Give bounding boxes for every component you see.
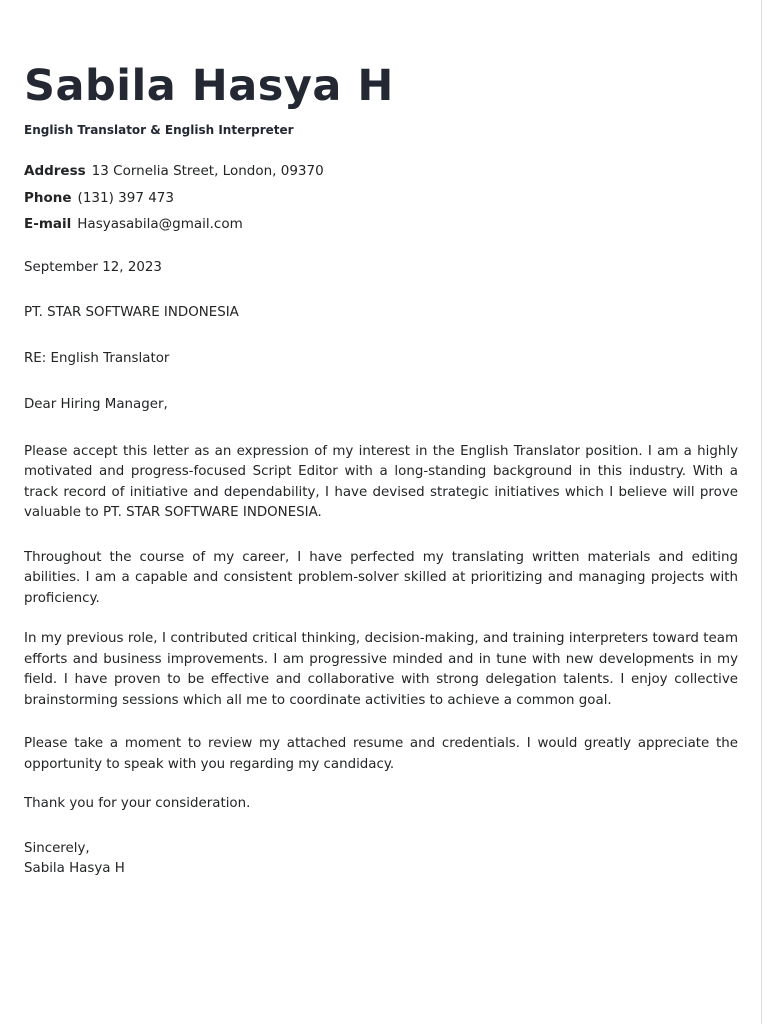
applicant-name: Sabila Hasya H: [24, 61, 394, 111]
letter-date: September 12, 2023: [24, 259, 162, 275]
address-value: 13 Cornelia Street, London, 09370: [91, 163, 324, 179]
body-paragraph: Throughout the course of my career, I have perfected my translating written materials and editing abilities. I am a capable and consistent problem-solver skilled at prioritizing and managing projects with proficiency.: [24, 549, 738, 606]
phone-label: Phone: [24, 189, 72, 206]
email-row: [24, 211, 738, 238]
email-label: E-mail: [24, 216, 72, 232]
salutation: Dear Hiring Manager,: [24, 397, 168, 412]
page-edge-divider: [761, 0, 762, 1024]
subject-line: RE: English Translator: [24, 350, 170, 366]
body-paragraph: Please accept this letter as an expression of my interest in the English Translator position. I am a highly motivated and progress-focused Script Editor with a long-standing background in this industry. With a track record of initiative and dependability, I have devised strategic initiatives which I believe will prove valuable to PT. STAR SOFTWARE INDONESIA.: [24, 443, 738, 520]
letter-content: [24, 56, 738, 880]
body-paragraph: In my previous role, I contributed critical thinking, decision-making, and training interpreters toward team efforts and business improvements. I am progressive minded and in tune with new developments in my field. I have proven to be effective and collaborative with strong delegation talents. I enjoy collective brainstorming sessions which all me to coordinate activities to achieve a common goal.: [24, 631, 738, 708]
closing-line: Sincerely,: [24, 840, 90, 856]
signature-name: Sabila Hasya H: [24, 861, 125, 876]
address-label: Address: [24, 163, 86, 179]
email-value: Hasyasabila@gmail.com: [77, 216, 243, 232]
address-row: [24, 158, 738, 185]
recipient-company: PT. STAR SOFTWARE INDONESIA: [24, 305, 239, 320]
contact-block: [24, 158, 738, 238]
phone-value: (131) 397 473: [77, 189, 174, 206]
applicant-title: English Translator & English Interpreter: [24, 123, 294, 137]
body-paragraph: Please take a moment to review my attached resume and credentials. I would greatly appreciate the opportunity to speak with you regarding my candidacy.: [24, 736, 738, 772]
thanks-line: Thank you for your consideration.: [24, 796, 251, 811]
phone-row: [24, 185, 738, 212]
